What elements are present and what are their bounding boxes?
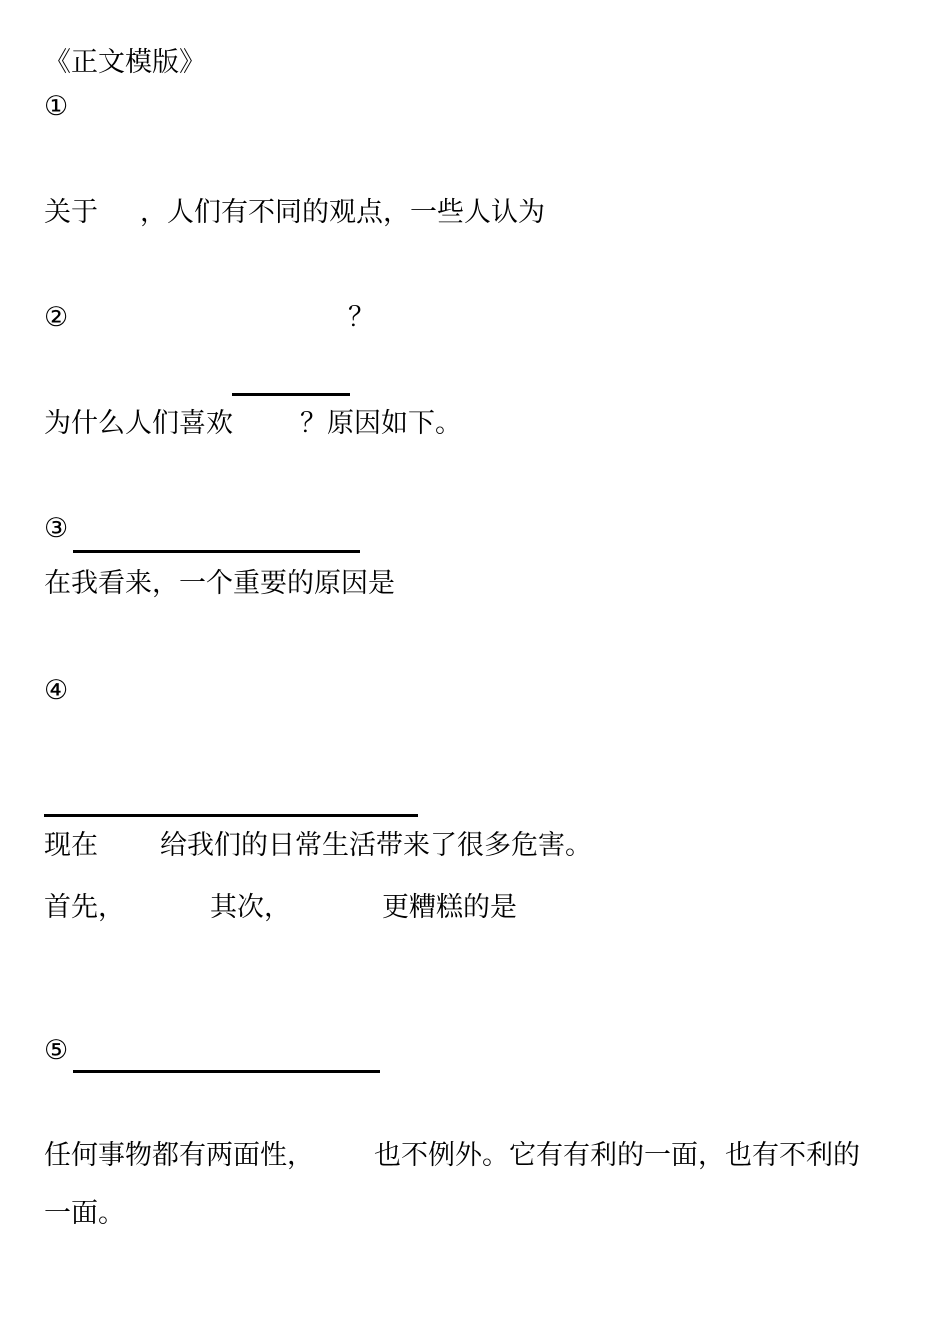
blank-line-s3 — [73, 550, 360, 553]
blank-line-s4 — [44, 814, 418, 817]
s5-text-two-sides: 任何事物都有两面性， — [44, 1140, 314, 1171]
s4-text-second: 其次， — [210, 892, 291, 923]
section-marker-2: ② — [44, 302, 69, 333]
s1-text-about: 关于 — [44, 197, 98, 228]
blank-line-s5 — [73, 1070, 380, 1073]
s5-text-one-side: 一面。 — [44, 1198, 125, 1229]
s4-text-worse: 更糟糕的是 — [382, 892, 517, 923]
document-title: 《正文模版》 — [44, 47, 206, 78]
section-marker-3: ③ — [44, 513, 69, 544]
s2-text-why: 为什么人们喜欢 — [44, 408, 233, 439]
s4-text-harms: 给我们的日常生活带来了很多危害。 — [160, 830, 592, 861]
s3-text-important-reason: 在我看来，一个重要的原因是 — [44, 568, 395, 599]
s5-text-no-exception: 也不例外。它有有利的一面，也有不利的 — [374, 1140, 860, 1171]
section-marker-1: ① — [44, 91, 69, 122]
section-marker-5: ⑤ — [44, 1035, 69, 1066]
section-marker-4: ④ — [44, 675, 69, 706]
s4-text-first: 首先， — [44, 892, 125, 923]
s2-text-reasons: ？原因如下。 — [300, 408, 462, 439]
s1-text-opinions: ，人们有不同的观点，一些人认为 — [140, 197, 545, 228]
blank-line-s2 — [232, 393, 350, 396]
s4-text-now: 现在 — [44, 830, 98, 861]
s2-question-mark: ？ — [348, 302, 375, 333]
